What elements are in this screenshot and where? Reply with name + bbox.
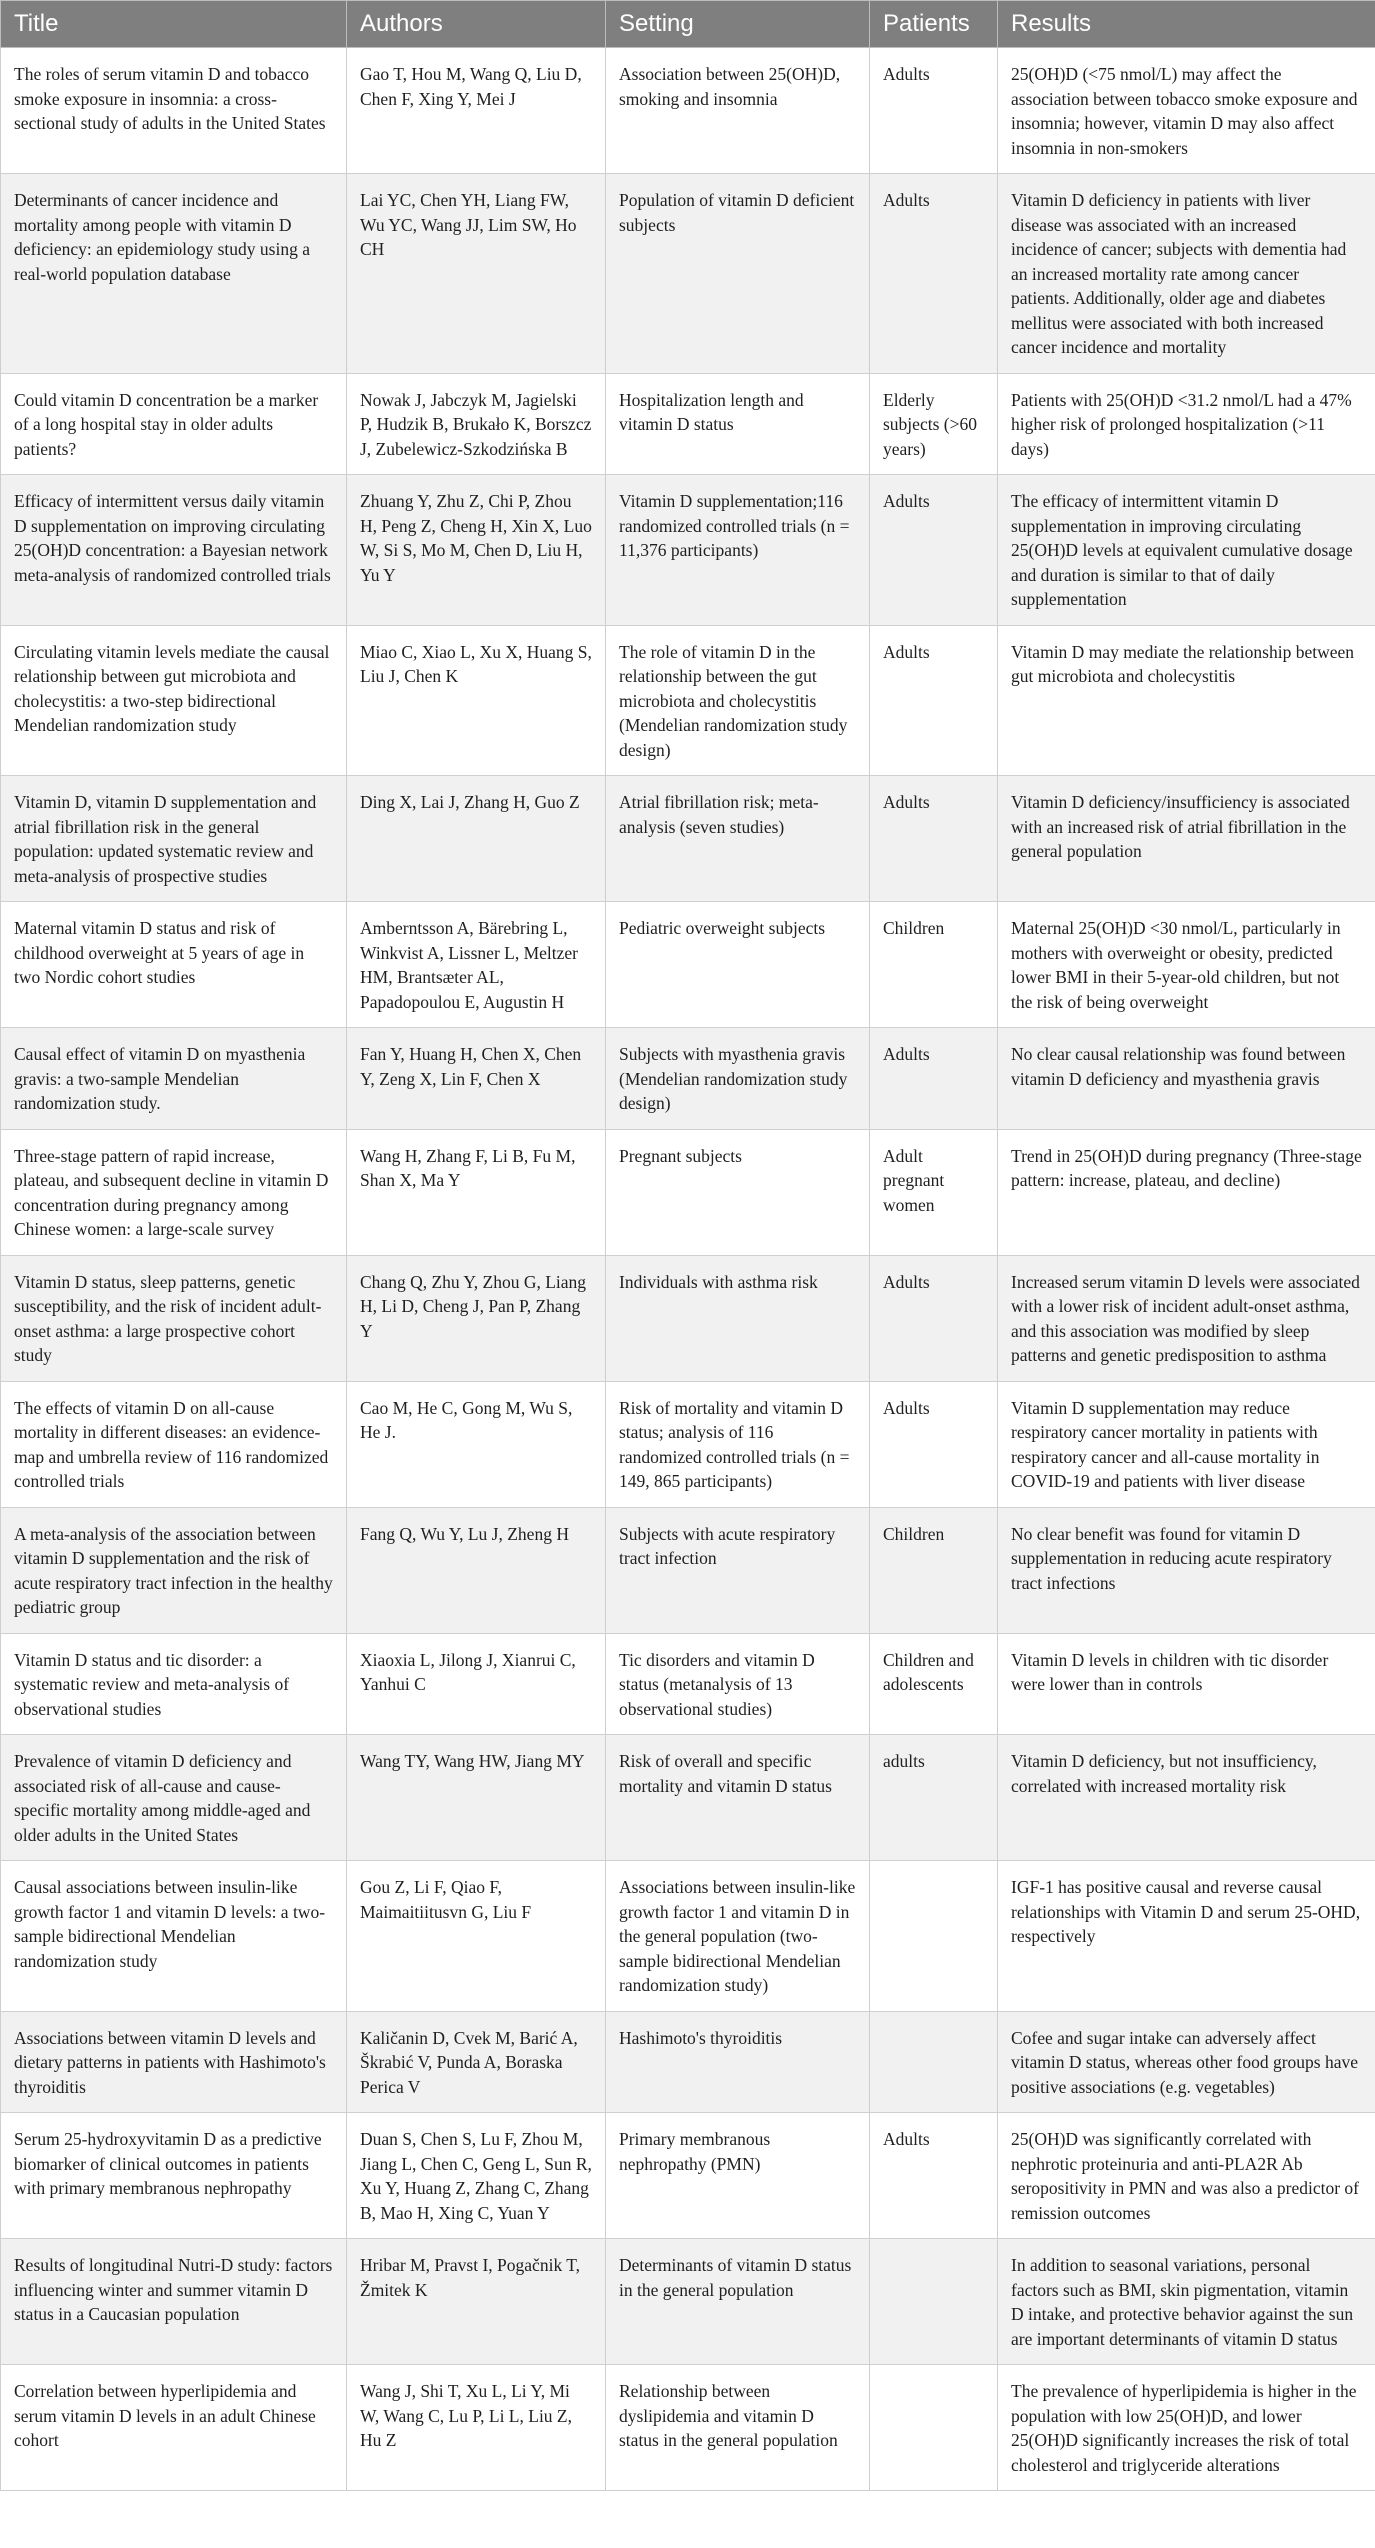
cell-setting: Primary membranous nephropathy (PMN) — [606, 2113, 870, 2239]
cell-title: Efficacy of intermittent versus daily vitamin D supplementation on improving circulating 25(OH)D concentration: a Bayesian network meta-analysis of randomized controlled trials — [1, 475, 347, 626]
table-row — [1, 625, 1375, 776]
table-row — [1, 2113, 1375, 2239]
cell-authors: Fang Q, Wu Y, Lu J, Zheng H — [347, 1507, 606, 1633]
cell-title: Circulating vitamin levels mediate the causal relationship between gut microbiota and cholecystitis: a two-step bidirectional Mendelian randomization study — [1, 625, 347, 776]
cell-results: IGF-1 has positive causal and reverse causal relationships with Vitamin D and serum 25-OHD, respectively — [998, 1861, 1375, 2012]
header-results: Results — [998, 1, 1375, 48]
cell-patients: Elderly subjects (>60 years) — [870, 373, 998, 475]
cell-patients — [870, 2011, 998, 2113]
cell-patients: Adults — [870, 625, 998, 776]
cell-title: Vitamin D status and tic disorder: a systematic review and meta-analysis of observational studies — [1, 1633, 347, 1735]
cell-setting: Subjects with acute respiratory tract infection — [606, 1507, 870, 1633]
cell-setting: Association between 25(OH)D, smoking and insomnia — [606, 48, 870, 174]
cell-results: No clear benefit was found for vitamin D supplementation in reducing acute respiratory tract infections — [998, 1507, 1375, 1633]
cell-setting: Hospitalization length and vitamin D status — [606, 373, 870, 475]
cell-results: Patients with 25(OH)D <31.2 nmol/L had a 47% higher risk of prolonged hospitalization (>11 days) — [998, 373, 1375, 475]
cell-results: Vitamin D deficiency/insufficiency is associated with an increased risk of atrial fibrillation in the general population — [998, 776, 1375, 902]
cell-authors: Xiaoxia L, Jilong J, Xianrui C, Yanhui C — [347, 1633, 606, 1735]
cell-title: Correlation between hyperlipidemia and serum vitamin D levels in an adult Chinese cohort — [1, 2365, 347, 2491]
cell-results: In addition to seasonal variations, personal factors such as BMI, skin pigmentation, vitamin D intake, and protective behavior against the sun are important determinants of vitamin D status — [998, 2239, 1375, 2365]
cell-patients: Children and adolescents — [870, 1633, 998, 1735]
cell-authors: Lai YC, Chen YH, Liang FW, Wu YC, Wang JJ, Lim SW, Ho CH — [347, 174, 606, 374]
header-patients: Patients — [870, 1, 998, 48]
cell-results: No clear causal relationship was found between vitamin D deficiency and myasthenia gravis — [998, 1028, 1375, 1130]
cell-title: Results of longitudinal Nutri-D study: factors influencing winter and summer vitamin D status in a Caucasian population — [1, 2239, 347, 2365]
cell-results: Maternal 25(OH)D <30 nmol/L, particularly in mothers with overweight or obesity, predicted lower BMI in their 5-year-old children, but not the risk of being overweight — [998, 902, 1375, 1028]
cell-patients — [870, 2365, 998, 2491]
cell-patients: adults — [870, 1735, 998, 1861]
cell-results: Cofee and sugar intake can adversely affect vitamin D status, whereas other food groups have positive associations (e.g. vegetables) — [998, 2011, 1375, 2113]
cell-authors: Cao M, He C, Gong M, Wu S, He J. — [347, 1381, 606, 1507]
cell-setting: Pregnant subjects — [606, 1129, 870, 1255]
cell-setting: Vitamin D supplementation;116 randomized controlled trials (n = 11,376 participants) — [606, 475, 870, 626]
cell-title: Causal effect of vitamin D on myasthenia gravis: a two-sample Mendelian randomization study. — [1, 1028, 347, 1130]
cell-results: The prevalence of hyperlipidemia is higher in the population with low 25(OH)D, and lower 25(OH)D significantly increases the risk of total cholesterol and triglyceride alterations — [998, 2365, 1375, 2491]
cell-authors: Wang TY, Wang HW, Jiang MY — [347, 1735, 606, 1861]
table-row — [1, 174, 1375, 374]
cell-authors: Wang J, Shi T, Xu L, Li Y, Mi W, Wang C, Lu P, Li L, Liu Z, Hu Z — [347, 2365, 606, 2491]
cell-patients: Adults — [870, 475, 998, 626]
cell-title: Vitamin D status, sleep patterns, genetic susceptibility, and the risk of incident adult-onset asthma: a large prospective cohort study — [1, 1255, 347, 1381]
cell-setting: Relationship between dyslipidemia and vitamin D status in the general population — [606, 2365, 870, 2491]
cell-patients: Adults — [870, 2113, 998, 2239]
cell-setting: Tic disorders and vitamin D status (metanalysis of 13 observational studies) — [606, 1633, 870, 1735]
cell-patients: Children — [870, 1507, 998, 1633]
table-row — [1, 475, 1375, 626]
cell-setting: Pediatric overweight subjects — [606, 902, 870, 1028]
cell-setting: Associations between insulin-like growth factor 1 and vitamin D in the general population (two-sample bidirectional Mendelian randomization study) — [606, 1861, 870, 2012]
cell-results: Vitamin D deficiency, but not insufficiency, correlated with increased mortality risk — [998, 1735, 1375, 1861]
cell-setting: Risk of overall and specific mortality and vitamin D status — [606, 1735, 870, 1861]
cell-setting: Determinants of vitamin D status in the general population — [606, 2239, 870, 2365]
cell-title: Prevalence of vitamin D deficiency and associated risk of all-cause and cause-specific mortality among middle-aged and older adults in the United States — [1, 1735, 347, 1861]
header-title: Title — [1, 1, 347, 48]
cell-results: Increased serum vitamin D levels were associated with a lower risk of incident adult-onset asthma, and this association was modified by sleep patterns and genetic predisposition to asthma — [998, 1255, 1375, 1381]
cell-patients: Children — [870, 902, 998, 1028]
cell-authors: Wang H, Zhang F, Li B, Fu M, Shan X, Ma Y — [347, 1129, 606, 1255]
table-header — [1, 1, 1375, 48]
table-row — [1, 2011, 1375, 2113]
cell-results: Vitamin D levels in children with tic disorder were lower than in controls — [998, 1633, 1375, 1735]
cell-patients: Adults — [870, 48, 998, 174]
table-row — [1, 1735, 1375, 1861]
table-row — [1, 1255, 1375, 1381]
cell-title: Serum 25-hydroxyvitamin D as a predictive biomarker of clinical outcomes in patients with primary membranous nephropathy — [1, 2113, 347, 2239]
cell-patients: Adults — [870, 1255, 998, 1381]
cell-setting: Risk of mortality and vitamin D status; analysis of 116 randomized controlled trials (n = 149, 865 participants) — [606, 1381, 870, 1507]
header-authors: Authors — [347, 1, 606, 48]
cell-results: The efficacy of intermittent vitamin D supplementation in improving circulating 25(OH)D levels at equivalent cumulative dosage and duration is similar to that of daily supplementation — [998, 475, 1375, 626]
cell-authors: Chang Q, Zhu Y, Zhou G, Liang H, Li D, Cheng J, Pan P, Zhang Y — [347, 1255, 606, 1381]
table-row — [1, 902, 1375, 1028]
cell-title: Maternal vitamin D status and risk of childhood overweight at 5 years of age in two Nordic cohort studies — [1, 902, 347, 1028]
cell-title: Causal associations between insulin-like growth factor 1 and vitamin D levels: a two-sample bidirectional Mendelian randomization study — [1, 1861, 347, 2012]
cell-title: The roles of serum vitamin D and tobacco smoke exposure in insomnia: a cross-sectional study of adults in the United States — [1, 48, 347, 174]
cell-authors: Fan Y, Huang H, Chen X, Chen Y, Zeng X, Lin F, Chen X — [347, 1028, 606, 1130]
cell-results: Vitamin D may mediate the relationship between gut microbiota and cholecystitis — [998, 625, 1375, 776]
cell-title: Three-stage pattern of rapid increase, plateau, and subsequent decline in vitamin D concentration during pregnancy among Chinese women: a large-scale survey — [1, 1129, 347, 1255]
cell-setting: Hashimoto's thyroiditis — [606, 2011, 870, 2113]
table-row — [1, 373, 1375, 475]
cell-patients: Adults — [870, 174, 998, 374]
cell-authors: Gou Z, Li F, Qiao F, Maimaitiitusvn G, Liu F — [347, 1861, 606, 2012]
table-row — [1, 1129, 1375, 1255]
cell-setting: The role of vitamin D in the relationship between the gut microbiota and cholecystitis (Mendelian randomization study design) — [606, 625, 870, 776]
cell-authors: Duan S, Chen S, Lu F, Zhou M, Jiang L, Chen C, Geng L, Sun R, Xu Y, Huang Z, Zhang C, Zhang B, Mao H, Xing C, Yuan Y — [347, 2113, 606, 2239]
cell-authors: Miao C, Xiao L, Xu X, Huang S, Liu J, Chen K — [347, 625, 606, 776]
cell-results: Vitamin D deficiency in patients with liver disease was associated with an increased incidence of cancer; subjects with dementia had an increased mortality rate among cancer patients. Additionally, older age and diabetes mellitus were associated with both increased cancer incidence and mortality — [998, 174, 1375, 374]
cell-setting: Population of vitamin D deficient subjects — [606, 174, 870, 374]
header-row — [1, 1, 1375, 48]
cell-patients: Adults — [870, 1381, 998, 1507]
cell-patients — [870, 2239, 998, 2365]
cell-results: 25(OH)D was significantly correlated with nephrotic proteinuria and anti-PLA2R Ab seropositivity in PMN and was also a predictor of remission outcomes — [998, 2113, 1375, 2239]
cell-authors: Amberntsson A, Bärebring L, Winkvist A, Lissner L, Meltzer HM, Brantsæter AL, Papadopoulou E, Augustin H — [347, 902, 606, 1028]
cell-authors: Hribar M, Pravst I, Pogačnik T, Žmitek K — [347, 2239, 606, 2365]
cell-title: Determinants of cancer incidence and mortality among people with vitamin D deficiency: an epidemiology study using a real-world population database — [1, 174, 347, 374]
table-row — [1, 48, 1375, 174]
cell-authors: Nowak J, Jabczyk M, Jagielski P, Hudzik B, Brukało K, Borszcz J, Zubelewicz-Szkodzińska B — [347, 373, 606, 475]
cell-setting: Individuals with asthma risk — [606, 1255, 870, 1381]
cell-title: Vitamin D, vitamin D supplementation and atrial fibrillation risk in the general population: updated systematic review and meta-analysis of prospective studies — [1, 776, 347, 902]
cell-setting: Atrial fibrillation risk; meta-analysis (seven studies) — [606, 776, 870, 902]
table-body — [1, 48, 1375, 2491]
cell-patients: Adult pregnant women — [870, 1129, 998, 1255]
cell-title: A meta-analysis of the association between vitamin D supplementation and the risk of acute respiratory tract infection in the healthy pediatric group — [1, 1507, 347, 1633]
cell-patients: Adults — [870, 1028, 998, 1130]
cell-setting: Subjects with myasthenia gravis (Mendelian randomization study design) — [606, 1028, 870, 1130]
cell-title: The effects of vitamin D on all-cause mortality in different diseases: an evidence-map and umbrella review of 116 randomized controlled trials — [1, 1381, 347, 1507]
cell-results: Trend in 25(OH)D during pregnancy (Three-stage pattern: increase, plateau, and decline) — [998, 1129, 1375, 1255]
header-setting: Setting — [606, 1, 870, 48]
cell-patients — [870, 1861, 998, 2012]
table-row — [1, 2365, 1375, 2491]
cell-results: Vitamin D supplementation may reduce respiratory cancer mortality in patients with respiratory cancer and all-cause mortality in COVID-19 and patients with liver disease — [998, 1381, 1375, 1507]
cell-authors: Gao T, Hou M, Wang Q, Liu D, Chen F, Xing Y, Mei J — [347, 48, 606, 174]
table-row — [1, 1507, 1375, 1633]
cell-patients: Adults — [870, 776, 998, 902]
cell-authors: Ding X, Lai J, Zhang H, Guo Z — [347, 776, 606, 902]
table-row — [1, 1633, 1375, 1735]
table-row — [1, 1381, 1375, 1507]
cell-authors: Zhuang Y, Zhu Z, Chi P, Zhou H, Peng Z, Cheng H, Xin X, Luo W, Si S, Mo M, Chen D, Liu H, Yu Y — [347, 475, 606, 626]
table-row — [1, 776, 1375, 902]
cell-authors: Kaličanin D, Cvek M, Barić A, Škrabić V, Punda A, Boraska Perica V — [347, 2011, 606, 2113]
cell-title: Could vitamin D concentration be a marker of a long hospital stay in older adults patients? — [1, 373, 347, 475]
cell-results: 25(OH)D (<75 nmol/L) may affect the association between tobacco smoke exposure and insomnia; however, vitamin D may also affect insomnia in non-smokers — [998, 48, 1375, 174]
cell-title: Associations between vitamin D levels and dietary patterns in patients with Hashimoto's thyroiditis — [1, 2011, 347, 2113]
table-row — [1, 1028, 1375, 1130]
table-row — [1, 2239, 1375, 2365]
table-row — [1, 1861, 1375, 2012]
